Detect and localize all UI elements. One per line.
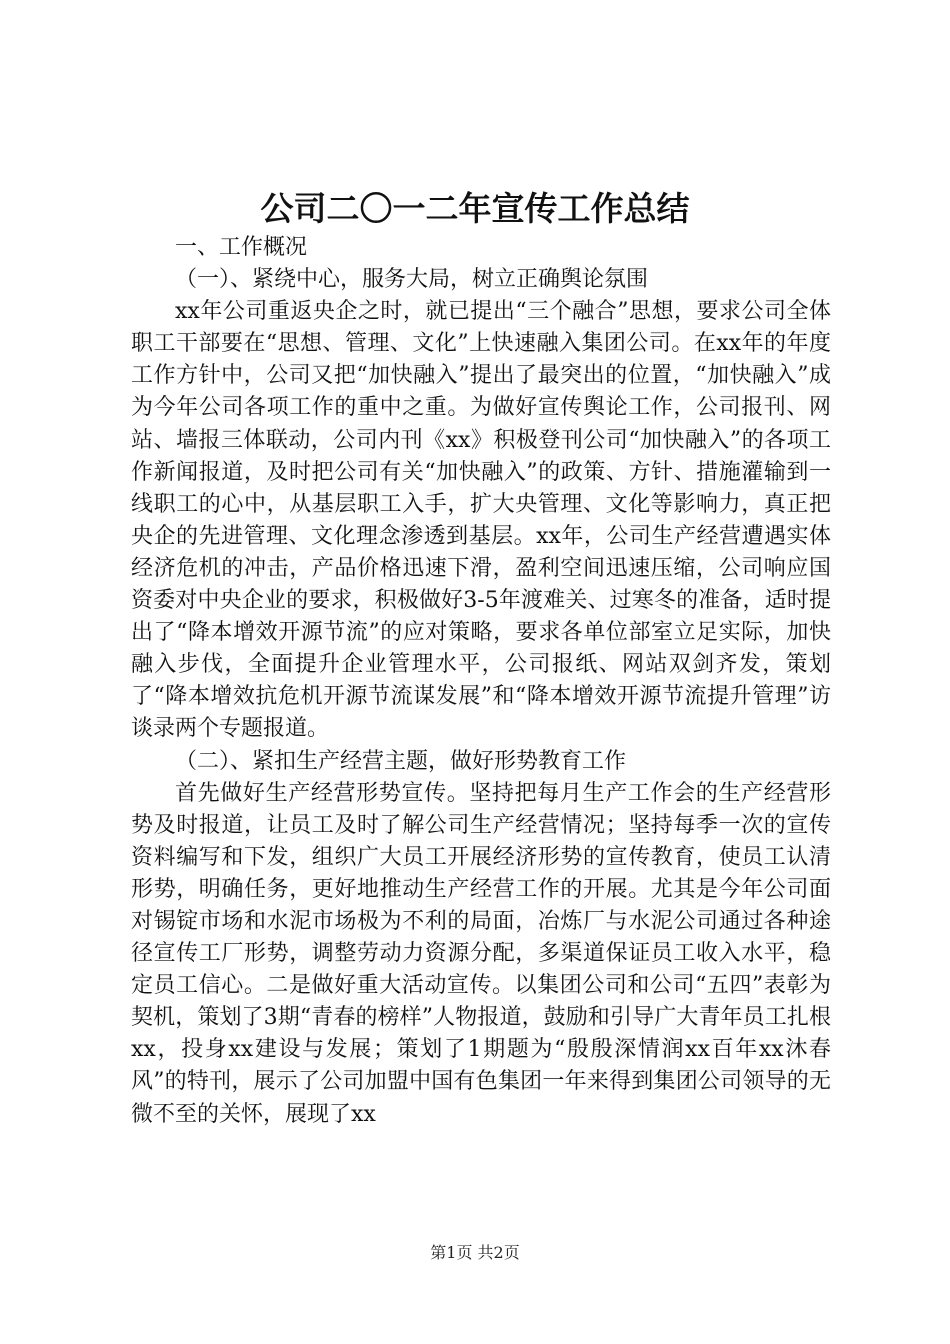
- document-title: 公司二〇一二年宣传工作总结: [260, 189, 690, 228]
- body-paragraph-1: xx年公司重返央企之时，就已提出“三个融合”思想，要求公司全体职工干部要在“思想、管理、文化”上快速融入集团公司。在xx年的年度工作方针中，公司又把“加快融入”提出了最突出的位置，“加快融入”成为今年公司各项工作的重中之重。为做好宣传舆论工作，公司报刊、网站、墙报三体联动，公司内刊《xx》积极登刊公司“加快融入”的各项工作新闻报道，及时把公司有关“加快融入”的政策、方针、措施灌输到一线职工的心中，从基层职工入手，扩大央管理、文化等影响力，真正把央企的先进管理、文化理念渗透到基层。xx年，公司生产经营遭遇实体经济危机的冲击，产品价格迅速下滑，盈利空间迅速压缩，公司响应国资委对中央企业的要求，积极做好3-5年渡难关、过寒冬的准备，适时提出了“降本增效开源节流”的应对策略，要求各单位部室立足实际，加快融入步伐，全面提升企业管理水平，公司报纸、网站双剑齐发，策划了“降本增效抗危机开源节流谋发展”和“降本增效开源节流提升管理”访谈录两个专题报道。: [131, 299, 831, 742]
- section-heading-overview: 一、工作概况: [175, 235, 308, 260]
- body-paragraph-2: 首先做好生产经营形势宣传。坚持把每月生产工作会的生产经营形势及时报道，让员工及时了解公司生产经营情况；坚持每季一次的宣传资料编写和下发，组织广大员工开展经济形势的宣传教育，使员工认清形势，明确任务，更好地推动生产经营工作的开展。尤其是今年公司面对锡锭市场和水泥市场极为不利的局面，冶炼厂与水泥公司通过各种途径宣传工厂形势，调整劳动力资源分配，多渠道保证员工收入水平，稳定员工信心。二是做好重大活动宣传。以集团公司和公司“五四”表彰为契机，策划了3期“青春的榜样”人物报道，鼓励和引导广大青年员工扎根xx，投身xx建设与发展；策划了1期题为“殷殷深情润xx百年xx沐春风”的特刊，展示了公司加盟中国有色集团一年来得到集团公司领导的无微不至的关怀，展现了xx: [131, 780, 831, 1127]
- subsection-heading-1: （一）、紧绕中心，服务大局，树立正确舆论氛围: [175, 267, 649, 293]
- subsection-heading-2: （二）、紧扣生产经营主题，做好形势教育工作: [175, 748, 627, 774]
- document-body: [131, 232, 831, 1131]
- page-number-footer: 第1页 共2页: [430, 1243, 520, 1262]
